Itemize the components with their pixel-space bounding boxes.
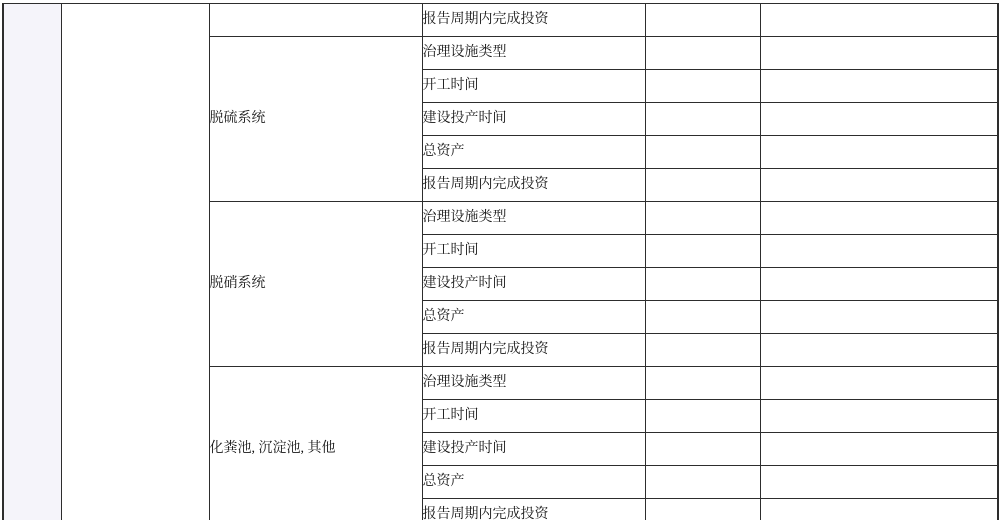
- value-cell-2: [760, 169, 998, 202]
- value-cell-1: [645, 169, 760, 202]
- field-label-cell: 开工时间: [422, 400, 645, 433]
- group-label-cell-septic-sedimentation-other: 化粪池, 沉淀池, 其他: [209, 367, 422, 520]
- value-cell-2: [760, 301, 998, 334]
- field-label-cell: 治理设施类型: [422, 37, 645, 70]
- value-cell-2: [760, 334, 998, 367]
- field-label-cell: 治理设施类型: [422, 202, 645, 235]
- field-label-cell: 报告周期内完成投资: [422, 169, 645, 202]
- field-label-cell: 开工时间: [422, 235, 645, 268]
- left-margin-column-cell: [3, 4, 61, 520]
- field-label-cell: 总资产: [422, 301, 645, 334]
- value-cell-1: [645, 466, 760, 499]
- value-cell-1: [645, 367, 760, 400]
- field-label-cell: 建设投产时间: [422, 433, 645, 466]
- value-cell-1: [645, 268, 760, 301]
- value-cell-2: [760, 136, 998, 169]
- field-label-cell: 总资产: [422, 466, 645, 499]
- table-row: [3, 4, 998, 37]
- treatment-facility-table: [2, 3, 999, 520]
- group-label-cell-desulfurization: 脱硫系统: [209, 37, 422, 202]
- value-cell-2: [760, 466, 998, 499]
- value-cell-1: [645, 334, 760, 367]
- group-label-cell-denitration: 脱硝系统: [209, 202, 422, 367]
- blank-column-cell: [61, 4, 209, 520]
- field-label-cell: 治理设施类型: [422, 367, 645, 400]
- group-label-cell-previous: [209, 4, 422, 37]
- value-cell-2: [760, 235, 998, 268]
- value-cell-2: [760, 433, 998, 466]
- field-label-cell: 报告周期内完成投资: [422, 334, 645, 367]
- field-label-cell: 建设投产时间: [422, 103, 645, 136]
- value-cell-2: [760, 70, 998, 103]
- value-cell-2: [760, 202, 998, 235]
- value-cell-1: [645, 202, 760, 235]
- value-cell-2: [760, 367, 998, 400]
- value-cell-2: [760, 103, 998, 136]
- value-cell-2: [760, 4, 998, 37]
- value-cell-2: [760, 400, 998, 433]
- value-cell-2: [760, 268, 998, 301]
- value-cell-1: [645, 499, 760, 520]
- value-cell-1: [645, 70, 760, 103]
- value-cell-1: [645, 433, 760, 466]
- value-cell-2: [760, 37, 998, 70]
- field-label-cell: 开工时间: [422, 70, 645, 103]
- value-cell-1: [645, 136, 760, 169]
- field-label-cell: 总资产: [422, 136, 645, 169]
- value-cell-2: [760, 499, 998, 520]
- value-cell-1: [645, 103, 760, 136]
- value-cell-1: [645, 37, 760, 70]
- value-cell-1: [645, 400, 760, 433]
- field-label-cell: 报告周期内完成投资: [422, 499, 645, 520]
- field-label-cell: 报告周期内完成投资: [422, 4, 645, 37]
- field-label-cell: 建设投产时间: [422, 268, 645, 301]
- value-cell-1: [645, 301, 760, 334]
- value-cell-1: [645, 4, 760, 37]
- value-cell-1: [645, 235, 760, 268]
